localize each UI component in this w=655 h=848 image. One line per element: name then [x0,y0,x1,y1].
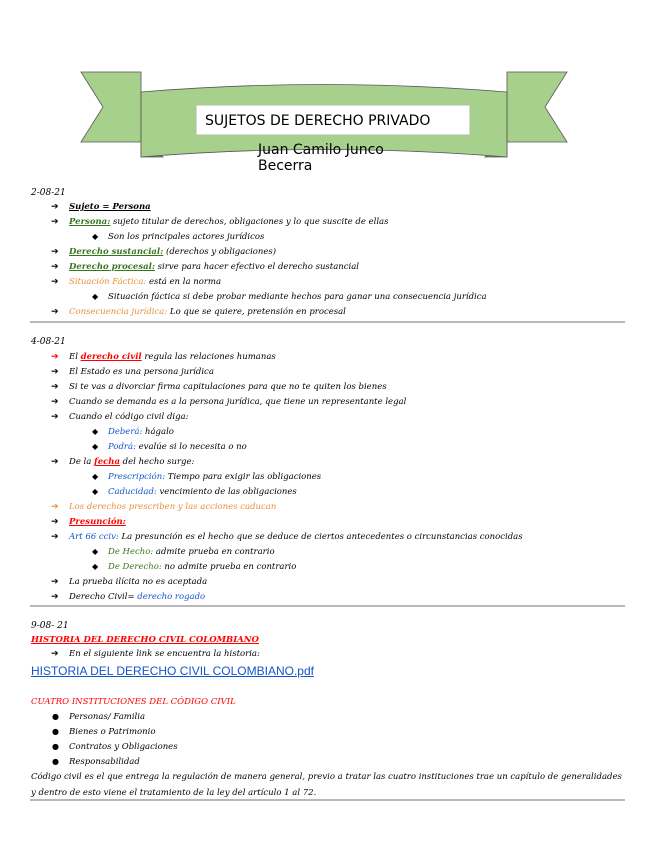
definition: (derechos y obligaciones) [163,247,277,257]
arrow-icon: ➔ [51,502,59,512]
arrow-icon: ➔ [51,382,59,392]
text: regula las relaciones humanas [141,352,276,362]
banner-subtitle: Juan Camilo Junco Becerra [258,142,384,174]
section-divider [30,321,625,323]
term: derecho rogado [137,592,206,602]
definition: evalúe si lo necesita o no [135,442,247,452]
note-line [108,471,321,483]
closing-paragraph: Código civil es el que entrega la regulación de manera general, previo a tratar las cuatro instituciones trae un capítulo de generalidades y dentro de esto viene el tratamiento de la ley del artículo 1 al 72. [31,772,622,798]
diamond-icon: ◆ [92,442,99,451]
note-line [108,441,247,453]
section-date: 2-08-21 [31,188,66,198]
note-line: La prueba ilícita no es aceptada [69,577,208,587]
definition: admite prueba en contrario [153,547,275,557]
diamond-icon: ◆ [92,562,99,571]
arrow-icon: ➔ [51,412,59,422]
definition: La presunción es el hecho que se deduce de ciertos antecedentes o circunstancias conocidas [118,532,523,542]
list-item: Bienes o Patrimonio [69,727,156,737]
term: Deberá: [108,427,143,437]
term: derecho civil [80,352,142,362]
definition: sirve para hacer efectivo el derecho sustancial [154,262,360,272]
note-line [69,456,194,468]
arrow-icon: ➔ [51,277,59,287]
arrow-icon: ➔ [51,352,59,362]
term: De Hecho: [108,547,154,557]
term: fecha [94,457,120,467]
history-pdf-link[interactable]: HISTORIA DEL DERECHO CIVIL COLOMBIANO.pdf [31,664,314,678]
definition: no admite prueba en contrario [161,562,297,572]
bullet-icon: ● [52,757,59,766]
arrow-icon: ➔ [51,202,59,212]
note-line: Si te vas a divorciar firma capitulaciones para que no te quiten los bienes [69,382,387,392]
term: Art 66 cciv: [69,532,119,542]
term: De Derecho: [108,562,162,572]
text: del hecho surge: [119,457,195,467]
text: Derecho Civil= [69,592,138,602]
note-line: Son los principales actores jurídicos [108,232,265,242]
note-line [108,561,296,573]
section-date: 4-08-21 [31,337,66,347]
definition: Lo que se quiere, pretensión en procesal [167,307,346,317]
arrow-icon: ➔ [51,517,59,527]
arrow-icon: ➔ [51,592,59,602]
arrow-icon: ➔ [51,577,59,587]
banner-title: SUJETOS DE DERECHO PRIVADO [196,105,470,135]
diamond-icon: ◆ [92,292,99,301]
arrow-icon: ➔ [51,397,59,407]
definition: Tiempo para exigir las obligaciones [165,472,322,482]
section-heading: CUATRO INSTITUCIONES DEL CÓDIGO CIVIL [31,697,236,707]
note-line: Situación fáctica si debe probar mediante hechos para ganar una consecuencia jurídica [108,292,487,302]
diamond-icon: ◆ [92,547,99,556]
definition: está en la norma [146,277,222,287]
note-line: En el siguiente link se encuentra la historia: [69,649,260,659]
term: Persona: [69,217,111,227]
note-line [69,531,523,543]
note-line [69,246,276,258]
arrow-icon: ➔ [51,457,59,467]
text: De la [69,457,95,467]
arrow-icon: ➔ [51,649,59,659]
bullet-icon: ● [52,712,59,721]
term: Derecho sustancial: [69,247,164,257]
term: Caducidad: [108,487,157,497]
diamond-icon: ◆ [92,232,99,241]
note-line [69,591,205,603]
arrow-icon: ➔ [51,247,59,257]
note-line: El Estado es una persona jurídica [69,367,214,377]
section-divider [30,799,625,801]
list-item: Responsabilidad [69,757,140,767]
diamond-icon: ◆ [92,427,99,436]
section-date: 9-08- 21 [31,621,69,631]
note-line [69,306,346,318]
arrow-icon: ➔ [51,307,59,317]
diamond-icon: ◆ [92,472,99,481]
list-item: Personas/ Familia [69,712,146,722]
list-item: Contratos y Obligaciones [69,742,178,752]
term: Consecuencia jurídica: [69,307,168,317]
definition: vencimiento de las obligaciones [156,487,297,497]
note-line [69,261,359,273]
note-line [108,426,174,438]
note-line [69,276,221,288]
note-line [108,546,275,558]
definition: hágalo [142,427,174,437]
note-line: Sujeto = Persona [69,202,151,212]
note-line [69,351,276,363]
note-line [108,486,297,498]
bullet-icon: ● [52,727,59,736]
note-line [69,216,388,228]
bullet-icon: ● [52,742,59,751]
note-line: Cuando el código civil diga: [69,412,189,422]
term: Derecho procesal: [69,262,155,272]
text: El [69,352,81,362]
term: Podrá: [108,442,136,452]
note-line: Presunción: [69,517,126,527]
note-line: Cuando se demanda es a la persona jurídica, que tiene un representante legal [69,397,407,407]
term: Situación Fáctica: [69,277,147,287]
section-heading: HISTORIA DEL DERECHO CIVIL COLOMBIANO [31,635,259,645]
arrow-icon: ➔ [51,367,59,377]
note-line: Los derechos prescriben y las acciones caducan [69,502,277,512]
arrow-icon: ➔ [51,217,59,227]
diamond-icon: ◆ [92,487,99,496]
term: Prescripción: [108,472,166,482]
arrow-icon: ➔ [51,262,59,272]
arrow-icon: ➔ [51,532,59,542]
section-divider [30,605,625,607]
definition: sujeto titular de derechos, obligaciones y lo que suscite de ellas [110,217,389,227]
